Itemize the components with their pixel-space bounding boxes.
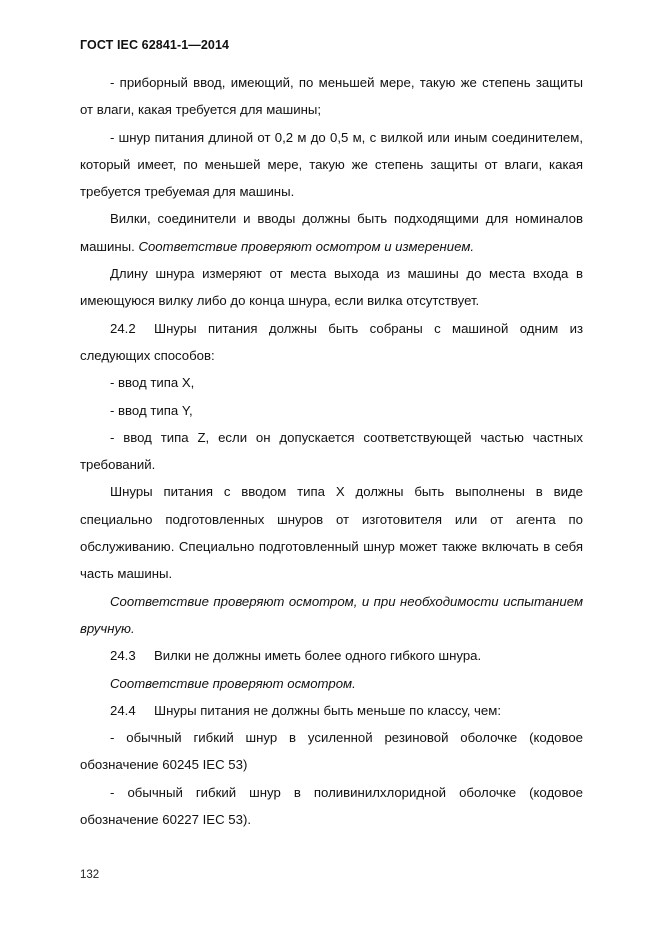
paragraph-plugs-connectors [80, 205, 583, 260]
page-number: 132 [80, 869, 100, 881]
compliance-inspection-measurement: Соответствие проверяют осмотром и измерением. [138, 238, 475, 254]
paragraph-appliance-inlet: - приборный ввод, имеющий, по меньшей мере, такую же степень защиты от влаги, какая требуется для машины; [80, 75, 583, 118]
clause-24-2 [80, 315, 583, 370]
list-item-type-y: - ввод типа Y, [110, 402, 193, 418]
document-header: ГОСТ IEC 62841-1—2014 [80, 38, 230, 52]
list-item-rubber-cord: - обычный гибкий шнур в усиленной резиновой оболочке (кодовое обозначение 60245 IEC 53) [80, 730, 583, 773]
clause-number-24-2: 24.2 [110, 320, 136, 336]
paragraph-supply-cord-length: - шнур питания длиной от 0,2 м до 0,5 м, с вилкой или иным соединителем, который имеет, по меньшей мере, такую же степень защиты от влаги, какая требуется требуемая для машины. [80, 129, 583, 200]
list-item-type-z: - ввод типа Z, если он допускается соответствующей частью частных требований. [80, 429, 583, 473]
plugs-connectors-text: Вилки, соединители и вводы должны быть подходящими для номиналов машины. [80, 211, 583, 254]
compliance-inspection: Соответствие проверяют осмотром. [110, 675, 356, 691]
clause-24-3 [80, 642, 583, 669]
paragraph-cord-measurement: Длину шнура измеряют от места выхода из машины до места входа в имеющуюся вилку либо до конца шнура, если вилка отсутствует. [80, 266, 583, 309]
list-item-type-x: - ввод типа X, [110, 375, 195, 391]
compliance-inspection-manual-test: Соответствие проверяют осмотром, и при необходимости испытанием вручную. [80, 593, 583, 636]
clause-text-24-3: Вилки не должны иметь более одного гибкого шнура. [154, 648, 482, 664]
clause-text-24-4: Шнуры питания не должны быть меньше по классу, чем: [154, 702, 501, 718]
clause-text-24-2: Шнуры питания должны быть собраны с машиной одним из следующих способов: [80, 320, 583, 363]
paragraph-type-x-cords: Шнуры питания с вводом типа X должны быть выполнены в виде специально подготовленных шнуров от изготовителя или от агента по обслуживанию. Специально подготовленный шнур может также включать в себя часть машины. [80, 484, 583, 582]
clause-number-24-4: 24.4 [110, 702, 136, 718]
clause-number-24-3: 24.3 [110, 648, 136, 664]
document-body [80, 69, 583, 833]
clause-24-4 [80, 697, 583, 724]
list-item-pvc-cord: - обычный гибкий шнур в поливинилхлоридной оболочке (кодовое обозначение 60227 IEC 53). [80, 784, 583, 828]
